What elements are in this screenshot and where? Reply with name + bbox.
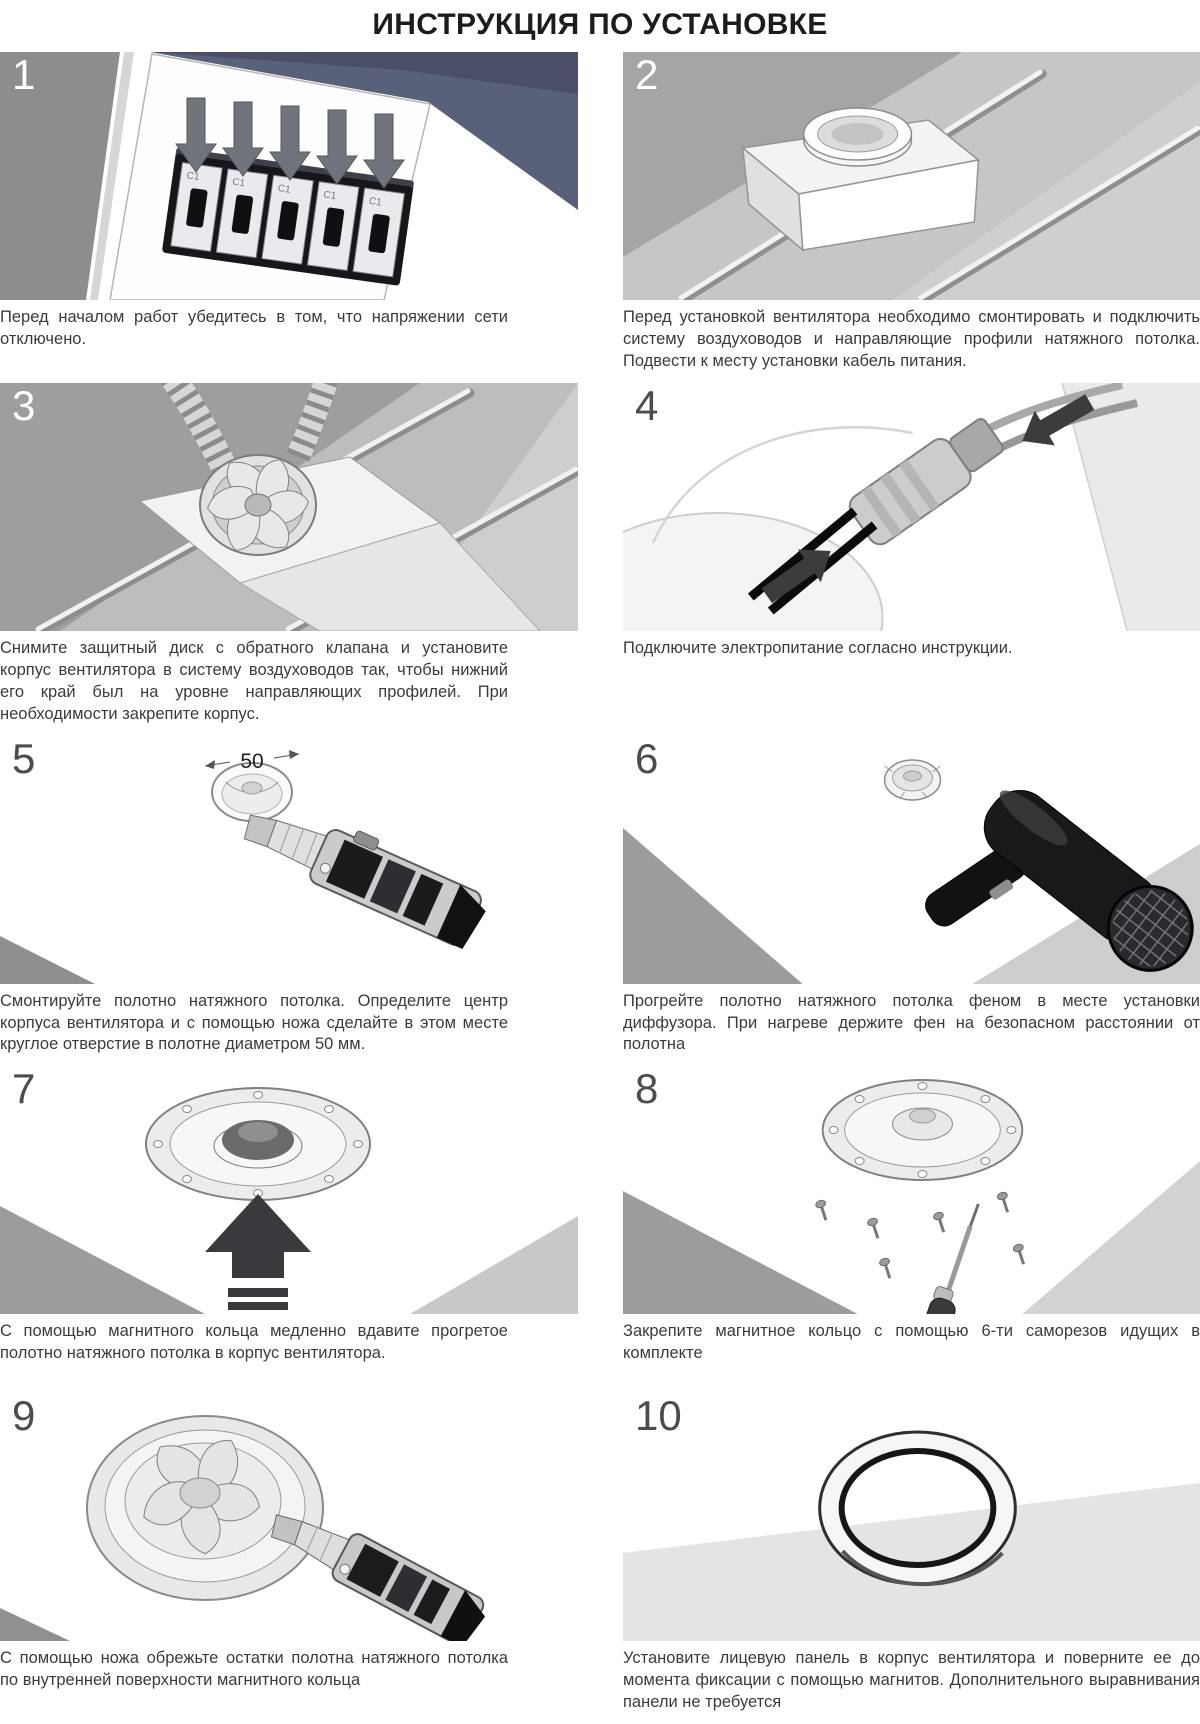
dimension-label: 50 (240, 749, 264, 773)
step-8-art (623, 1066, 1200, 1314)
step-caption: Смонтируйте полотно натяжного потолка. Определите центр корпуса вентилятора и с помощью ножа сделайте в этом месте круглое отверстие в полотне диаметром 50 мм. (0, 991, 508, 1054)
breaker-label: C1 (322, 189, 337, 203)
step-caption: Подключите электропитание согласно инструкции. (623, 638, 1013, 657)
magnetic-ring (146, 1088, 370, 1200)
step-5-figure (0, 736, 578, 984)
step-caption: С помощью магнитного кольца медленно вдавите прогретое полотно натяжного потолка в корпус вентилятора. (0, 1322, 508, 1363)
step-6 (623, 736, 1200, 1067)
step-6-art (623, 736, 1200, 984)
step-9 (0, 1393, 578, 1724)
step-1-art (0, 52, 578, 300)
breaker-label: C1 (185, 170, 201, 183)
step-3 (0, 383, 578, 736)
breaker-label: C1 (368, 195, 383, 209)
step-8-figure (623, 1066, 1200, 1314)
step-1-figure (0, 52, 578, 300)
fan-impeller (200, 455, 316, 555)
steps-grid (0, 52, 1200, 1724)
step-4-art (623, 383, 1200, 631)
step-number: 6 (635, 735, 659, 782)
step-2 (623, 52, 1200, 383)
step-10-figure (623, 1393, 1200, 1641)
step-4-figure (623, 383, 1200, 631)
step-2-art (623, 52, 1200, 300)
step-number: 4 (635, 382, 659, 429)
step-4 (623, 383, 1200, 736)
step-5-art (0, 736, 578, 984)
step-10 (623, 1393, 1200, 1724)
step-caption: Установите лицевую панель в корпус вентилятора и поверните ее до момента фиксации с помощью магнитов. Дополнительного выравнивания панели не требуется (623, 1649, 1200, 1712)
step-6-figure (623, 736, 1200, 984)
step-number: 10 (635, 1393, 682, 1440)
step-9-figure (0, 1393, 578, 1641)
step-1 (0, 52, 578, 383)
step-caption: Закрепите магнитное кольцо с помощью 6-ти саморезов идущих в комплекте (623, 1322, 1200, 1363)
step-number: 5 (12, 735, 36, 782)
diffuser (885, 760, 941, 800)
step-2-figure (623, 52, 1200, 300)
fan-assembly (87, 1416, 323, 1600)
breaker-label: C1 (277, 183, 292, 196)
step-7-figure (0, 1066, 578, 1314)
step-caption: Прогрейте полотно натяжного потолка феном в месте установки диффузора. При нагреве держите фен на безопасном расстоянии от полотна (623, 991, 1200, 1054)
step-number: 7 (12, 1066, 36, 1113)
step-caption: Перед началом работ убедитесь в том, что напряжении сети отключено. (0, 308, 508, 348)
step-7 (0, 1066, 578, 1393)
step-10-art (623, 1393, 1200, 1641)
step-3-art (0, 383, 578, 631)
step-5 (0, 736, 578, 1067)
step-number: 3 (12, 382, 36, 429)
step-caption: Перед установкой вентилятора необходимо смонтировать и подключить систему воздуховодов и направляющие профили натяжного потолка. Подвести к месту установки кабель питания. (623, 308, 1200, 370)
step-3-figure (0, 383, 578, 631)
step-caption: Снимите защитный диск с обратного клапана и установите корпус вентилятора в систему воздуховодов так, чтобы нижний его край был на уровне направляющих профилей. При необходимости закрепите корпус. (0, 638, 508, 723)
page-title: ИНСТРУКЦИЯ ПО УСТАНОВКЕ (372, 8, 828, 41)
magnetic-ring (823, 1080, 1023, 1180)
step-9-art (0, 1393, 578, 1641)
step-number: 1 (12, 52, 36, 98)
step-caption: С помощью ножа обрежьте остатки полотна натяжного потолка по внутренней поверхности магнитного кольца (0, 1649, 508, 1690)
step-number: 9 (12, 1393, 36, 1440)
step-number: 8 (635, 1066, 659, 1113)
step-8 (623, 1066, 1200, 1393)
breaker-label: C1 (231, 176, 246, 190)
step-7-art (0, 1066, 578, 1314)
step-number: 2 (635, 52, 659, 98)
